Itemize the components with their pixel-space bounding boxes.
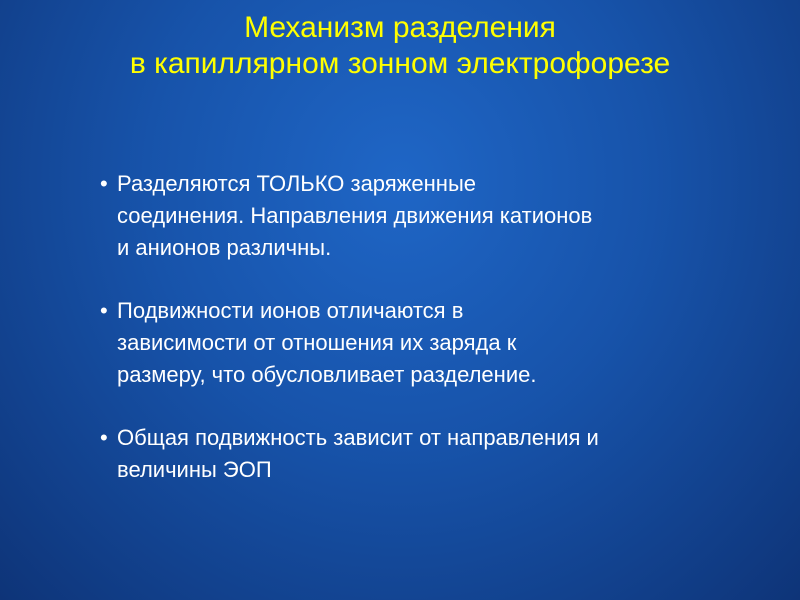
bullet-item — [100, 295, 740, 391]
bullet-line: размеру, что обусловливает разделение. — [117, 362, 537, 387]
bullet-list — [100, 168, 740, 517]
slide-title-line-2: в капиллярном зонном электрофорезе — [129, 47, 671, 80]
bullet-line: Подвижности ионов отличаются в — [117, 298, 464, 323]
slide-title-line-1: Механизм разделения — [244, 11, 556, 44]
bullet-line: соединения. Направления движения катионов — [117, 203, 593, 228]
bullet-icon: • — [100, 425, 108, 450]
bullet-icon: • — [100, 298, 108, 323]
bullet-line: Разделяются ТОЛЬКО заряженные — [117, 171, 477, 196]
bullet-line: зависимости от отношения их заряда к — [117, 330, 517, 355]
bullet-item — [100, 168, 740, 264]
bullet-icon: • — [100, 171, 108, 196]
slide-title — [0, 10, 800, 82]
bullet-line: Общая подвижность зависит от направления и — [117, 425, 599, 450]
bullet-line: и анионов различны. — [117, 235, 332, 260]
bullet-item — [100, 422, 740, 486]
bullet-line: величины ЭОП — [117, 457, 272, 482]
